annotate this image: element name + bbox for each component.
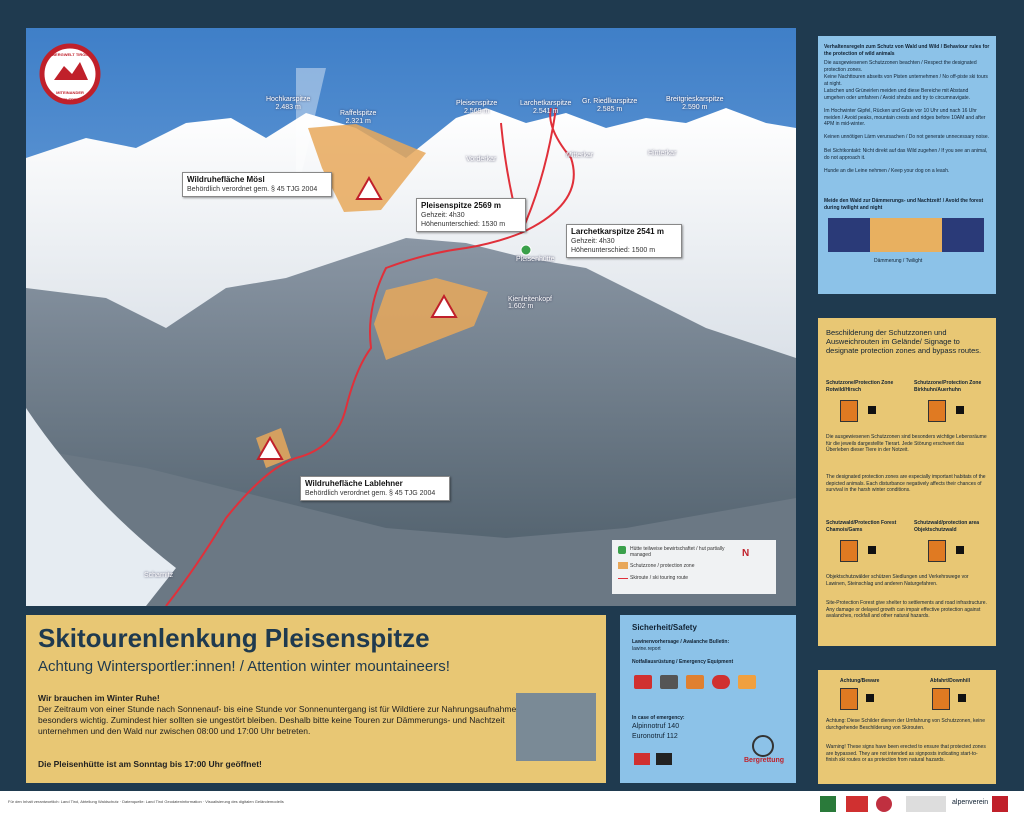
badge-bottom-text: MITEINANDER ERLEBEN [56, 90, 84, 102]
rules-panel [818, 36, 996, 294]
forest-text-en: Site-Protection Forest give shelter to settlements and road infrastructure. Any damage or delayed growth can impair effective protection against avalanches, rockfall and other natural hazards. [826, 600, 987, 619]
hut-marker [521, 245, 531, 255]
bulletin-link[interactable]: lawine.report [632, 646, 661, 652]
map-label-kienleitenkopf: Kienleitenkopf 1.602 m [508, 296, 552, 310]
sign-caption: Schutzzone/Protection Zone Birkhuhn/Auerhuhn [914, 380, 982, 393]
bypass-panel [818, 670, 996, 784]
map-label-mitterkar: Mitterkar [566, 152, 594, 159]
peak-label: Hochkarspitze 2.483 m [266, 96, 311, 111]
tirol-crest-icon [876, 796, 892, 812]
phone-icon [738, 675, 756, 689]
north-arrow-icon: N [742, 548, 750, 559]
forest-heading: Meide den Wald zur Dämmerungs- und Nachtzeit! / Avoid the forest during twilight and night [824, 198, 984, 211]
qr-code-icon [958, 694, 966, 702]
forest-photo [516, 693, 596, 761]
partner-logo [820, 796, 836, 812]
zone-legend-swatch [618, 562, 628, 569]
sign-caption: Achtung/Beware [840, 678, 880, 684]
route-legend-line [618, 578, 628, 580]
qr-code-icon [868, 546, 876, 554]
qr-code-icon [956, 546, 964, 554]
bypass-text-de: Achtung: Diese Schilder dienen der Umfahrung von Schutzzonen, keine durchgehende Beschilderung von Skirouten. [826, 718, 985, 731]
bergrettung-emblem-icon [752, 735, 774, 757]
downhill-sign-icon [932, 688, 950, 710]
peak-label: Gr. Riedlkarspitze 2.585 m [582, 98, 638, 113]
qr-code-icon [656, 753, 672, 765]
equipment-icons [634, 673, 784, 695]
shovel-icon [634, 675, 652, 689]
rule-item: Keinen unnötigen Lärm verursachen / Do not generate unnecessary noise. [824, 134, 990, 140]
signage-text-en: The designated protection zones are especially important habitats of the depicted animals. Each disturbance negatively affects their chances of survival in the harsh winter conditions. [826, 474, 986, 493]
rule-item: Im Hochwinter Gipfel, Rücken und Grate vor 10 Uhr und nach 16 Uhr meiden / Avoid peaks, mountain crests and ridges before 10AM and after 4PM in mid-winter. [824, 108, 986, 127]
map-label-vorderkar: Vorderkar [466, 156, 497, 163]
twilight-label: Dämmerung / Twilight [874, 258, 923, 264]
safety-heading: Sicherheit/Safety [632, 623, 697, 632]
legend-route: Skiroute / ski touring route [630, 575, 689, 581]
peak-label: Breitgrieskarspitze 2.590 m [666, 96, 724, 111]
alpine-emergency-number: Alpinnotruf 140 [632, 723, 680, 730]
chamois-sign-icon [840, 540, 858, 562]
rule-item: Die ausgewiesenen Schutzzonen beachten / Respect the designated protection zones. [824, 60, 977, 73]
sign-caption: Schutzwald/protection area Objektschutzwald [914, 520, 980, 533]
bergrettung-logo: Bergrettung [744, 757, 785, 764]
lead-text: Wir brauchen im Winter Ruhe! [38, 693, 160, 703]
qr-code-icon [866, 694, 874, 702]
partner-logo [906, 796, 946, 812]
footer-credits: Für den Inhalt verantwortlich: Land Tirol, Abteilung Waldschutz · Datenquelle: Land Tirol Geodateninformation · Visualisierung des digitalen Geländemodells [8, 799, 284, 804]
peak-label: Raffelspitze 2.321 m [340, 110, 377, 125]
callout-lablehner: Wildruhefläche Lablehner Behördlich verordnet gem. § 45 TJG 2004 [300, 476, 450, 501]
transceiver-icon [686, 675, 704, 689]
hut-legend-icon [618, 546, 626, 554]
signage-panel [818, 318, 996, 646]
deer-sign-icon [840, 400, 858, 422]
legend-hut: Hütte teilweise bewirtschaftet / hut partially managed [630, 546, 725, 558]
panorama-map[interactable] [26, 28, 796, 606]
callout-pleisenspitze: Pleisenspitze 2569 m Gehzeit: 4h30 Höhenunterschied: 1530 m [416, 198, 526, 232]
euro-emergency-number: Euronotruf 112 [632, 733, 678, 740]
terrain-illustration [26, 28, 796, 606]
page-title: Skitourenlenkung Pleisenspitze [38, 623, 430, 653]
qr-code-icon [868, 406, 876, 414]
forest-sign-icon [928, 540, 946, 562]
callout-moesl: Wildruhefläche Mösl Behördlich verordnet gem. § 45 TJG 2004 [182, 172, 332, 197]
partner-logo [992, 796, 1008, 812]
partner-logo [846, 796, 868, 812]
daytime-band [870, 218, 942, 252]
rule-item: Hunde an die Leine nehmen / Keep your dog on a leash. [824, 168, 950, 174]
safety-panel [620, 615, 796, 783]
rule-item: Bei Sichtkontakt: Nicht direkt auf das Wild zugehen / If you see an animal, do not approach it. [824, 148, 988, 161]
sign-caption: Schutzzone/Protection Zone Rotwild/Hirsch [826, 380, 894, 393]
body-text: Der Zeitraum von einer Stunde nach Sonnenauf- bis eine Stunde vor Sonnenuntergang ist für Wildtiere zur Nahrungsaufnahme besonders wichtig. Zumindest hier sollten sie ungestört bleiben. Deshalb bitte keine Touren zur Dämmerungs- und Nachtzeit unternehmen und den Wald nur zwischen 08:00 und 17:00 Uhr betreten. [38, 704, 517, 736]
map-label-hinterkar: Hinterkar [648, 150, 677, 157]
hut-opening-text: Die Pleisenhütte ist am Sonntag bis 17:00 Uhr geöffnet! [38, 759, 262, 769]
signage-text-de: Die ausgewiesenen Schutzzonen sind besonders wichtige Lebensräume für die jeweils dargestellte Tierart. Jede Störung erschwert das Überleben dieser Tiere in der Notzeit. [826, 434, 987, 453]
page-subtitle: Achtung Wintersportler:innen! / Attention winter mountaineers! [38, 658, 450, 675]
peak-label: Pleisenspitze 2.569 m [456, 100, 498, 115]
emergency-app-icon [634, 753, 650, 765]
emergency-label: In case of emergency: [632, 715, 685, 721]
equipment-label: Notfallausrüstung / Emergency Equipment [632, 659, 734, 665]
signage-heading: Beschilderung der Schutzzonen und Ausweichrouten im Gelände/ Signage to designate protection zones and bypass routes. [826, 328, 982, 355]
rule-item: Keine Nachttouren abseits von Pisten unternehmen / No off-piste ski tours at night. [824, 74, 988, 87]
callout-larchetkarspitze: Larchetkarspitze 2541 m Gehzeit: 4h30 Höhenunterschied: 1500 m [566, 224, 682, 258]
rules-heading: Verhaltensregeln zum Schutz von Wald und Wild / Behaviour rules for the protection of wild animals [824, 44, 990, 57]
qr-code-icon [956, 406, 964, 414]
sign-caption: Schutzwald/Protection Forest Chamois/Gams [826, 520, 897, 533]
day-night-graphic [828, 218, 984, 252]
map-label-scharnitz: Scharnitz [144, 572, 174, 579]
bypass-text-en: Warning! These signs have been erected to ensure that protected zones are bypassed. They are not intended as signposts indicating start-to-finish ski routes or as protection from natural hazards. [826, 744, 986, 763]
map-label-hut: Pleisenhütte [516, 256, 555, 263]
title-panel [26, 615, 606, 783]
grouse-sign-icon [928, 400, 946, 422]
alpenverein-logo: alpenverein [952, 799, 989, 806]
forest-text-de: Objektschutzwälder schützen Siedlungen und Verkehrswege vor Lawinen, Steinschlag und anderen Naturgefahren. [826, 574, 969, 587]
sign-caption: Abfahrt/Downhill [930, 678, 970, 684]
footer [0, 791, 1024, 819]
first-aid-icon [712, 675, 730, 689]
probe-icon [660, 675, 678, 689]
bulletin-label: Lawinenvorhersage / Avalanche Bulletin: [632, 639, 730, 645]
legend-zone: Schutzzone / protection zone [630, 563, 695, 569]
rule-item: Latschen und Grüneirlen meiden und diese Bereiche mit Abstand umgehen oder umfahren / Avoid shrubs and try to circumnavigate. [824, 88, 971, 101]
beware-sign-icon [840, 688, 858, 710]
map-legend [612, 540, 776, 594]
badge-top-text: BERGWELT TIROL [52, 52, 88, 57]
peak-label: Larchetkarspitze 2.541 m [520, 100, 572, 115]
